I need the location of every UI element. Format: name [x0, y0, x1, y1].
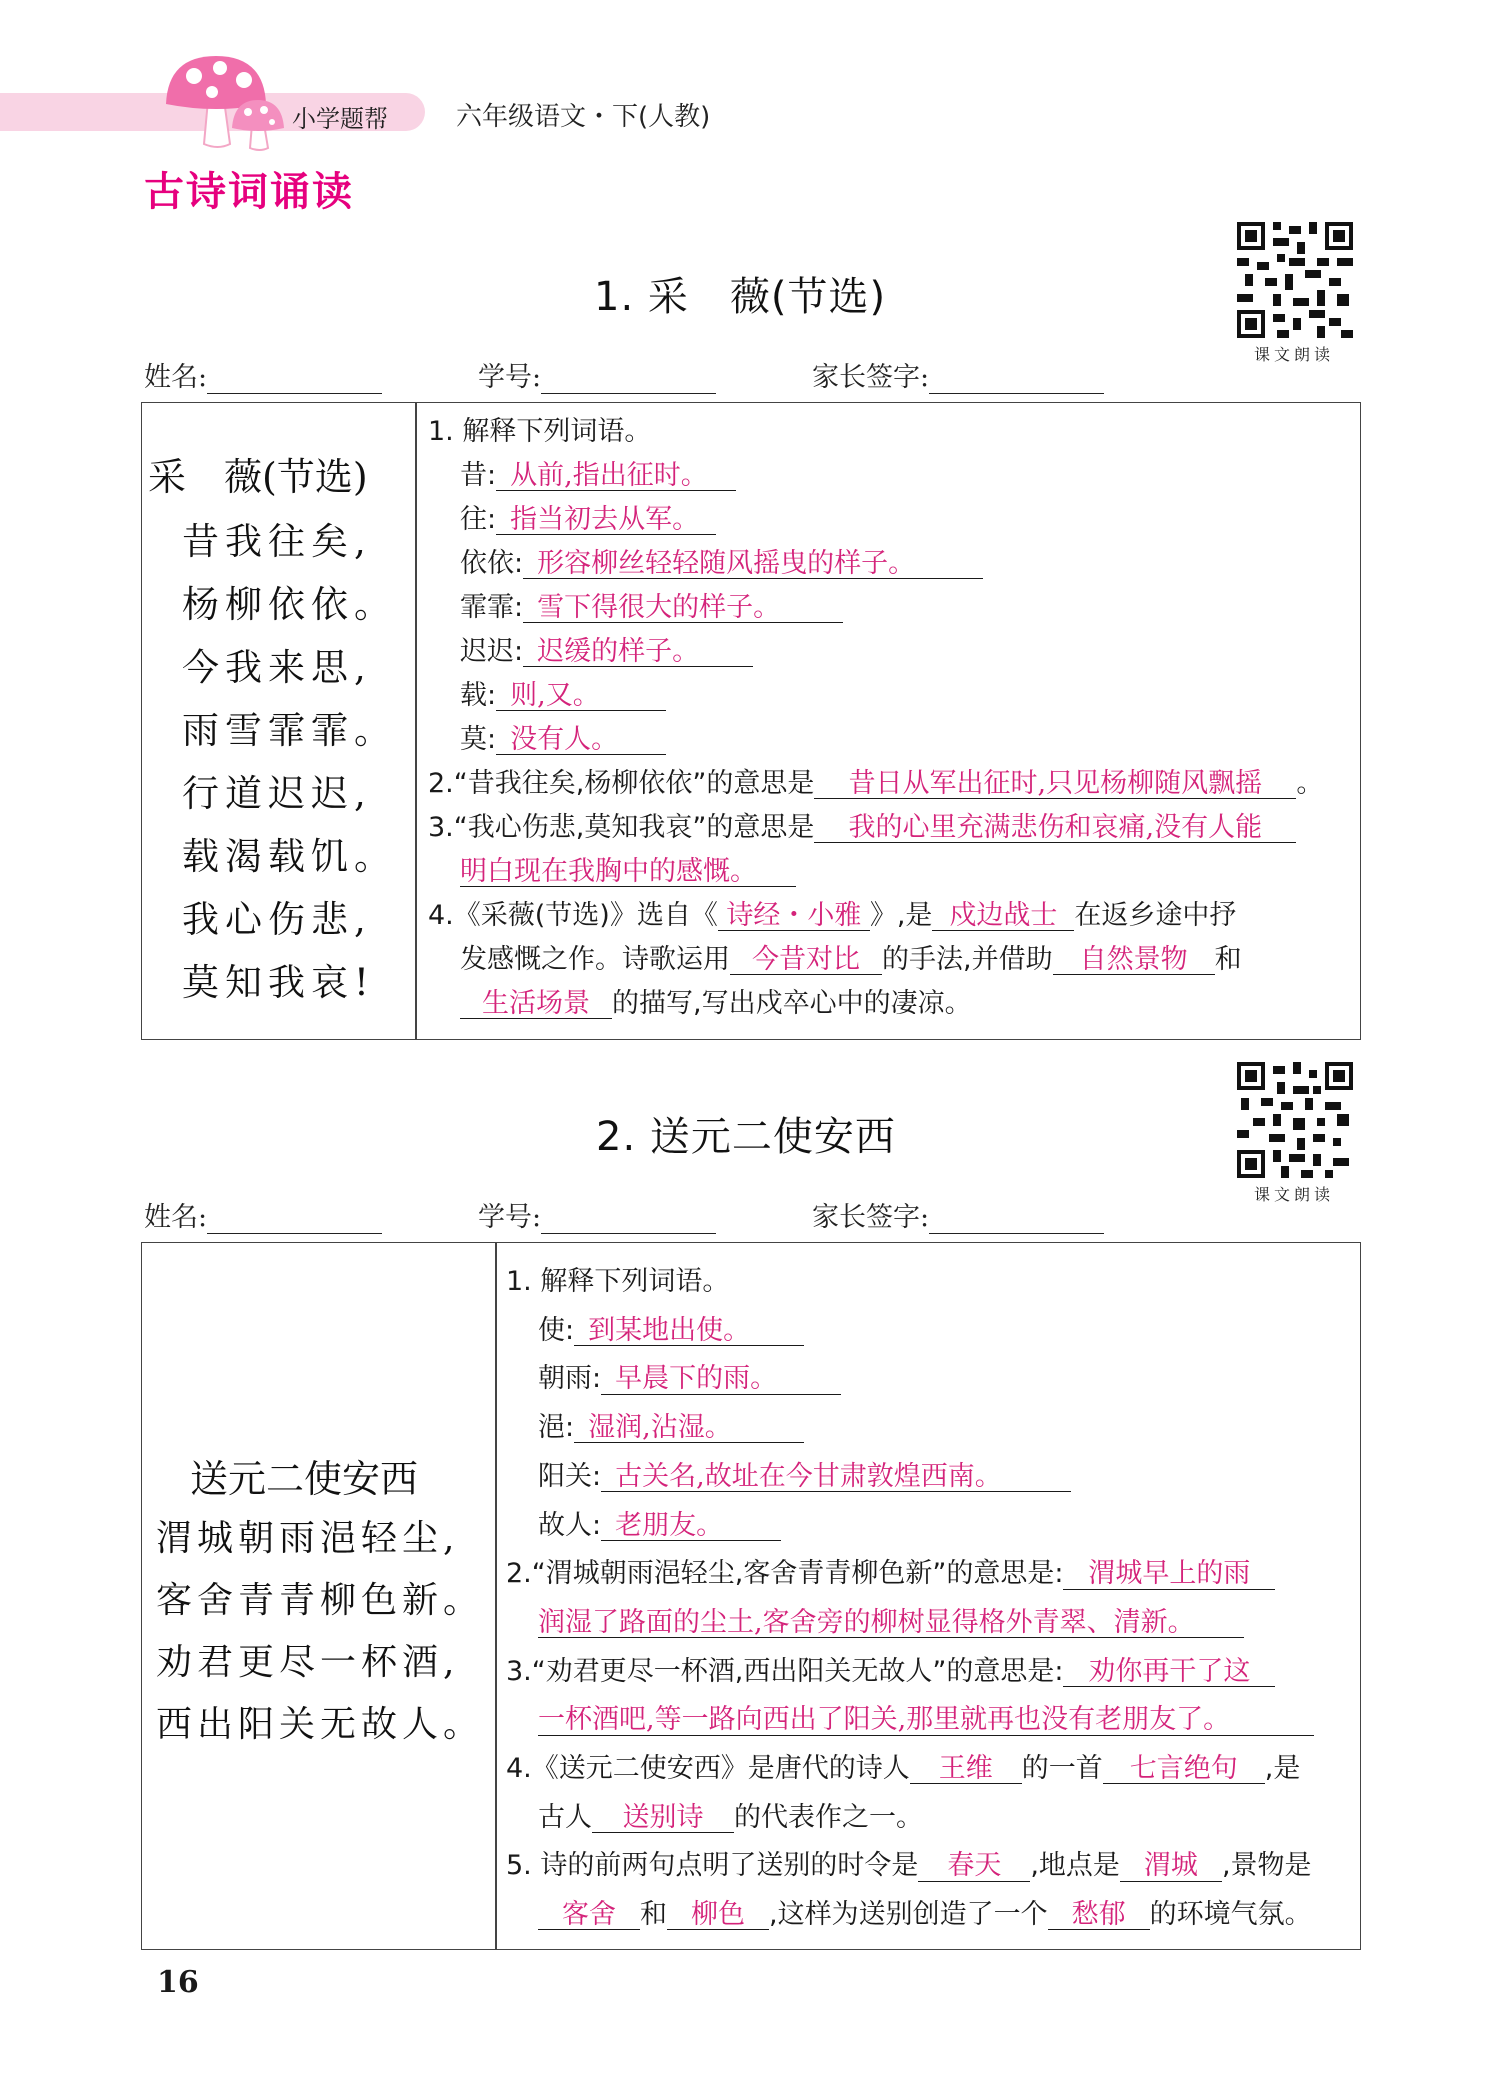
question-4: 4.《采薇(节选)》选自《 诗经・小雅 》,是 戍边战士 在返乡途中抒: [428, 900, 1237, 931]
question-4-cont: 生活场景 的描写,写出戍卒心中的凄凉。: [428, 982, 1323, 1026]
question-3: 3.“我心伤悲,莫知我哀”的意思是 我的心里充满悲伤和哀痛,没有人能: [428, 806, 1323, 850]
poem1-questions: [428, 410, 1323, 1026]
answer-blank[interactable]: 昔日从军出征时,只见杨柳随风飘摇: [814, 770, 1296, 799]
name-field[interactable]: 姓名:: [144, 355, 382, 394]
answer-blank[interactable]: 到某地出使。: [574, 1317, 804, 1346]
answer-blank[interactable]: 则,又。: [496, 682, 666, 711]
answer-blank[interactable]: 形容柳丝轻轻随风摇曳的样子。: [523, 550, 983, 579]
divider: [415, 402, 417, 1040]
student-no-field[interactable]: 学号:: [478, 355, 716, 394]
qr-code-icon[interactable]: [1237, 222, 1353, 338]
answer-blank[interactable]: 劝你再干了这: [1063, 1658, 1275, 1687]
answer-blank[interactable]: 雪下得很大的样子。: [523, 594, 843, 623]
question-1-label: 1. 解释下列词语。: [506, 1266, 730, 1297]
question-3: 3.“劝君更尽一杯酒,西出阳关无故人”的意思是: 劝你再干了这: [506, 1648, 1314, 1697]
poem2-title: 送元二使安西: [190, 1457, 419, 1501]
def-row: 莫: 没有人。: [428, 718, 1323, 762]
poem1-heading: 1. 采 薇(节选): [594, 274, 887, 320]
answer-blank[interactable]: 送别诗: [592, 1804, 734, 1833]
question-4-cont: 发感慨之作。诗歌运用 今昔对比 的手法,并借助 自然景物 和: [460, 944, 1242, 975]
name-field[interactable]: 姓名:: [144, 1195, 382, 1234]
poem1-title: 采 薇(节选): [148, 455, 368, 499]
answer-blank[interactable]: 王维: [910, 1755, 1022, 1784]
answer-blank[interactable]: 没有人。: [496, 726, 666, 755]
poem-line: 莫知我哀!: [182, 961, 375, 1004]
def-row: 载: 则,又。: [428, 674, 1323, 718]
poem-line: 客舍青青柳色新。: [156, 1580, 485, 1621]
question-2: 2.“昔我往矣,杨柳依依”的意思是 昔日从军出征时,只见杨柳随风飘摇 。: [428, 768, 1324, 799]
student-no-field[interactable]: 学号:: [478, 1195, 716, 1234]
answer-blank[interactable]: 湿润,沾湿。: [574, 1414, 804, 1443]
def-row: 朝雨: 早晨下的雨。: [506, 1355, 1314, 1404]
answer-blank[interactable]: 从前,指出征时。: [496, 462, 736, 491]
qr-caption: 课文朗读: [1254, 1185, 1335, 1204]
answer-blank[interactable]: 戍边战士: [932, 902, 1074, 931]
divider: [495, 1242, 497, 1950]
question-5: 5. 诗的前两句点明了送别的时令是 春天 ,地点是 渭城 ,景物是: [506, 1850, 1312, 1882]
answer-blank[interactable]: 七言绝句: [1103, 1755, 1265, 1784]
answer-blank[interactable]: 润湿了路面的尘土,客舍旁的柳树显得格外青翠、清新。: [538, 1609, 1244, 1638]
poem-line: 劝君更尽一杯酒,: [156, 1642, 460, 1683]
question-3-cont: [506, 1696, 1314, 1745]
answer-blank[interactable]: 早晨下的雨。: [601, 1365, 841, 1394]
poem2-heading: 2. 送元二使安西: [596, 1114, 896, 1160]
answer-blank[interactable]: 一杯酒吧,等一路向西出了阳关,那里就再也没有老朋友了。: [538, 1706, 1314, 1735]
answer-blank[interactable]: 明白现在我胸中的感慨。: [460, 858, 796, 887]
poem-line: 行道迟迟,: [182, 772, 372, 815]
def-row: 霏霏: 雪下得很大的样子。: [428, 586, 1323, 630]
page-number: 16: [157, 1965, 199, 2000]
question-2-cont: [506, 1599, 1314, 1648]
question-5-cont: 客舍 和 柳色 ,这样为送别创造了一个 愁郁 的环境气氛。: [506, 1891, 1314, 1940]
poem-line: 西出阳关无故人。: [156, 1704, 485, 1745]
poem-line: 杨柳依依。: [182, 583, 397, 626]
poem2-questions: [506, 1258, 1314, 1940]
def-row: 迟迟: 迟缓的样子。: [428, 630, 1323, 674]
qr-caption: 课文朗读: [1254, 345, 1335, 364]
poem-line: 雨雪霏霏。: [182, 709, 397, 752]
poem-line: 今我来思,: [182, 646, 372, 689]
parent-sign-field[interactable]: 家长签字:: [812, 1195, 1104, 1234]
question-4: 4.《送元二使安西》是唐代的诗人 王维 的一首 七言绝句 ,是: [506, 1753, 1301, 1785]
def-row: 往: 指当初去从军。: [428, 498, 1323, 542]
poem-line: 载渴载饥。: [182, 835, 397, 878]
answer-blank[interactable]: 渭城: [1120, 1852, 1222, 1881]
def-row: 浥: 湿润,沾湿。: [506, 1404, 1314, 1453]
section-title: 古诗词诵读: [144, 169, 354, 215]
question-1-label: 1. 解释下列词语。: [428, 416, 652, 447]
answer-blank[interactable]: 渭城早上的雨: [1063, 1560, 1275, 1589]
answer-blank[interactable]: 诗经・小雅: [718, 902, 870, 931]
def-row: 阳关: 古关名,故址在今甘肃敦煌西南。: [506, 1453, 1314, 1502]
answer-blank[interactable]: 春天: [918, 1852, 1030, 1881]
def-row: 故人: 老朋友。: [506, 1502, 1314, 1551]
poem2-text: [156, 1508, 484, 1756]
answer-blank[interactable]: 迟缓的样子。: [523, 638, 753, 667]
parent-sign-field[interactable]: 家长签字:: [812, 355, 1104, 394]
answer-blank[interactable]: 自然景物: [1053, 946, 1215, 975]
def-row: 使: 到某地出使。: [506, 1307, 1314, 1356]
def-row: 昔: 从前,指出征时。: [428, 454, 1323, 498]
answer-blank[interactable]: 客舍: [538, 1901, 640, 1930]
poem-line: 昔我往矣,: [182, 520, 372, 563]
book-title: 六年级语文・下(人教): [456, 102, 711, 132]
answer-blank[interactable]: 我的心里充满悲伤和哀痛,没有人能: [814, 814, 1296, 843]
answer-blank[interactable]: 古关名,故址在今甘肃敦煌西南。: [601, 1463, 1071, 1492]
poem-line: 渭城朝雨浥轻尘,: [156, 1518, 460, 1559]
answer-blank[interactable]: 老朋友。: [601, 1512, 781, 1541]
answer-blank[interactable]: 生活场景: [460, 990, 612, 1019]
answer-blank[interactable]: 柳色: [667, 1901, 769, 1930]
poem1-text: [182, 510, 397, 1014]
question-4-cont: 古人 送别诗 的代表作之一。: [538, 1801, 923, 1833]
answer-blank[interactable]: 今昔对比: [730, 946, 882, 975]
answer-blank[interactable]: 指当初去从军。: [496, 506, 716, 535]
poem-line: 我心伤悲,: [182, 898, 372, 941]
logo-text: 小学题帮: [292, 105, 388, 133]
question-3-cont: [428, 850, 1323, 894]
question-2: 2.“渭城朝雨浥轻尘,客舍青青柳色新”的意思是: 渭城早上的雨: [506, 1550, 1314, 1599]
answer-blank[interactable]: 愁郁: [1048, 1901, 1150, 1930]
def-row: 依依: 形容柳丝轻轻随风摇曳的样子。: [428, 542, 1323, 586]
qr-code-icon[interactable]: [1237, 1062, 1353, 1178]
